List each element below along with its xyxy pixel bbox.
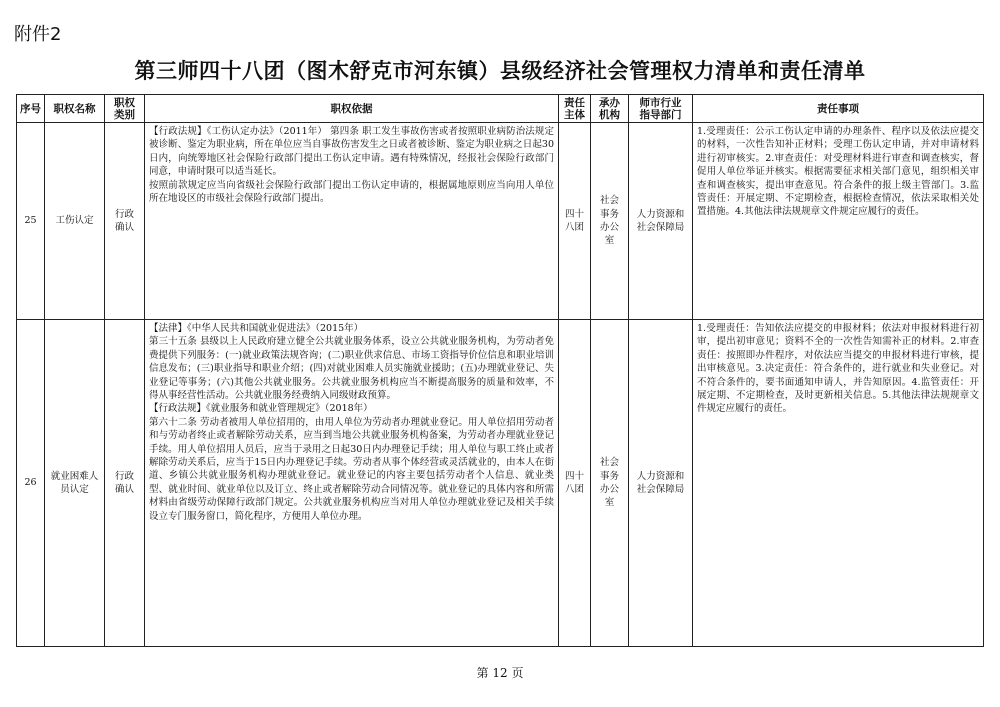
- basis-paragraph: 【法律】《中华人民共和国就业促进法》（2015年）: [149, 323, 364, 334]
- table-row: [17, 320, 984, 647]
- basis-paragraph: 【行政法规】《工伤认定办法》（2011年） 第四条 职工发生事故伤害或者按照职业病防治法规定被诊断、鉴定为职业病，所在单位应当自事故伤害发生之日或者被诊断、鉴定为职业病之日起30日内，向统筹地区社会保险行政部门提出工伤认定申请。遇有特殊情况，经报社会保险行政部门同意，申请时限可以适当延长。: [149, 126, 554, 178]
- cell-seq: 25: [17, 123, 45, 320]
- cell-name: 工伤认定: [45, 123, 105, 320]
- col-header-guide: 师市行业指导部门: [629, 95, 693, 123]
- cell-agency: 社会事务办公室: [591, 320, 629, 647]
- basis-paragraph: 【行政法规】《就业服务和就业管理规定》（2018年）: [149, 403, 373, 415]
- cell-responsibility: 1.受理责任：公示工伤认定申请的办理条件、程序以及依法应提交的材料，一次性告知补正材料；受理工伤认定申请，并对申请材料进行初审核实。2.审查责任：对受理材料进行审查和调查核实，督促用人单位举证并核实。根据需要征求相关部门意见，组织相关审查和调查核实，提出审查意见。符合条件的报上级主管部门。3.监管责任：开展定期、不定期检查，根据检查情况，依法采取相关处置措施。4.其他法律法规规章文件规定应履行的责任。: [693, 123, 984, 320]
- cell-basis: [145, 123, 559, 320]
- power-responsibility-table: [16, 94, 984, 647]
- col-header-resp: 责任事项: [693, 95, 984, 123]
- basis-paragraph: 按照前款规定应当向省级社会保险行政部门提出工伤认定申请的，根据属地原则应当向用人单位所在地设区的市级社会保险行政部门提出。: [149, 179, 554, 205]
- cell-subject: 四十八团: [559, 320, 591, 647]
- cell-name: 就业困难人员认定: [45, 320, 105, 647]
- table-header-row: [17, 95, 984, 123]
- page-number: 第 12 页: [476, 666, 524, 680]
- cell-agency: 社会事务办公室: [591, 123, 629, 320]
- table-row: [17, 123, 984, 320]
- col-header-basis: 职权依据: [145, 95, 559, 123]
- cell-guide: 人力资源和社会保障局: [629, 320, 693, 647]
- attachment-label: 附件2: [14, 24, 62, 45]
- cell-category: 行政确认: [105, 320, 145, 647]
- cell-subject: 四十八团: [559, 123, 591, 320]
- basis-paragraph: 第六十二条 劳动者被用人单位招用的，由用人单位为劳动者办理就业登记。用人单位招用劳动者和与劳动者终止或者解除劳动关系，应当到当地公共就业服务机构备案，为劳动者办理就业登记手续。用人单位招用人员后，应当于录用之日起30日内办理登记手续；用人单位与职工终止或者解除劳动关系后，应当于15日内办理登记手续。劳动者从事个体经营或灵活就业的，由本人在街道、乡镇公共就业服务机构办理就业登记。就业登记的内容主要包括劳动者个人信息、就业类型、就业时间、就业单位以及订立、终止或者解除劳动合同情况等。就业登记的具体内容和所需材料由省级劳动保障行政部门规定。公共就业服务机构应当对用人单位办理就业登记及相关手续设立专门服务窗口，简化程序，方便用人单位办理。: [149, 416, 554, 522]
- page-title: 第三师四十八团（图木舒克市河东镇）县级经济社会管理权力清单和责任清单: [134, 59, 866, 83]
- basis-paragraph: 第三十五条 县级以上人民政府建立健全公共就业服务体系，设立公共就业服务机构，为劳动者免费提供下列服务：(一)就业政策法规咨询；(二)职业供求信息、市场工资指导价位信息和职业培训信息发布；(三)职业指导和职业介绍；(四)对就业困难人员实施就业援助；(五)办理就业登记、失业登记等事务；(六)其他公共就业服务。公共就业服务机构应当不断提高服务的质量和效率，不得从事经营性活动。公共就业服务经费纳入同级财政预算。: [149, 336, 554, 402]
- cell-category: 行政确认: [105, 123, 145, 320]
- cell-guide: 人力资源和社会保障局: [629, 123, 693, 320]
- cell-responsibility: 1.受理责任：告知依法应提交的申报材料；依法对申报材料进行初审，提出初审意见；资料不全的一次性告知需补正的材料。2.审查责任：按照即办件程序，对依法应当提交的申报材料进行审核，提出审核意见。3.决定责任：符合条件的，进行就业和失业登记。对不符合条件的，要书面通知申请人，并告知原因。4.监管责任：开展定期、不定期检查，及时更新相关信息。5.其他法律法规规章文件规定应履行的责任。: [693, 320, 984, 647]
- col-header-name: 职权名称: [45, 95, 105, 123]
- col-header-category: 职权类别: [105, 95, 145, 123]
- col-header-seq: 序号: [17, 95, 45, 123]
- cell-basis: [145, 320, 559, 647]
- cell-seq: 26: [17, 320, 45, 647]
- col-header-agency: 承办机构: [591, 95, 629, 123]
- col-header-subject: 责任主体: [559, 95, 591, 123]
